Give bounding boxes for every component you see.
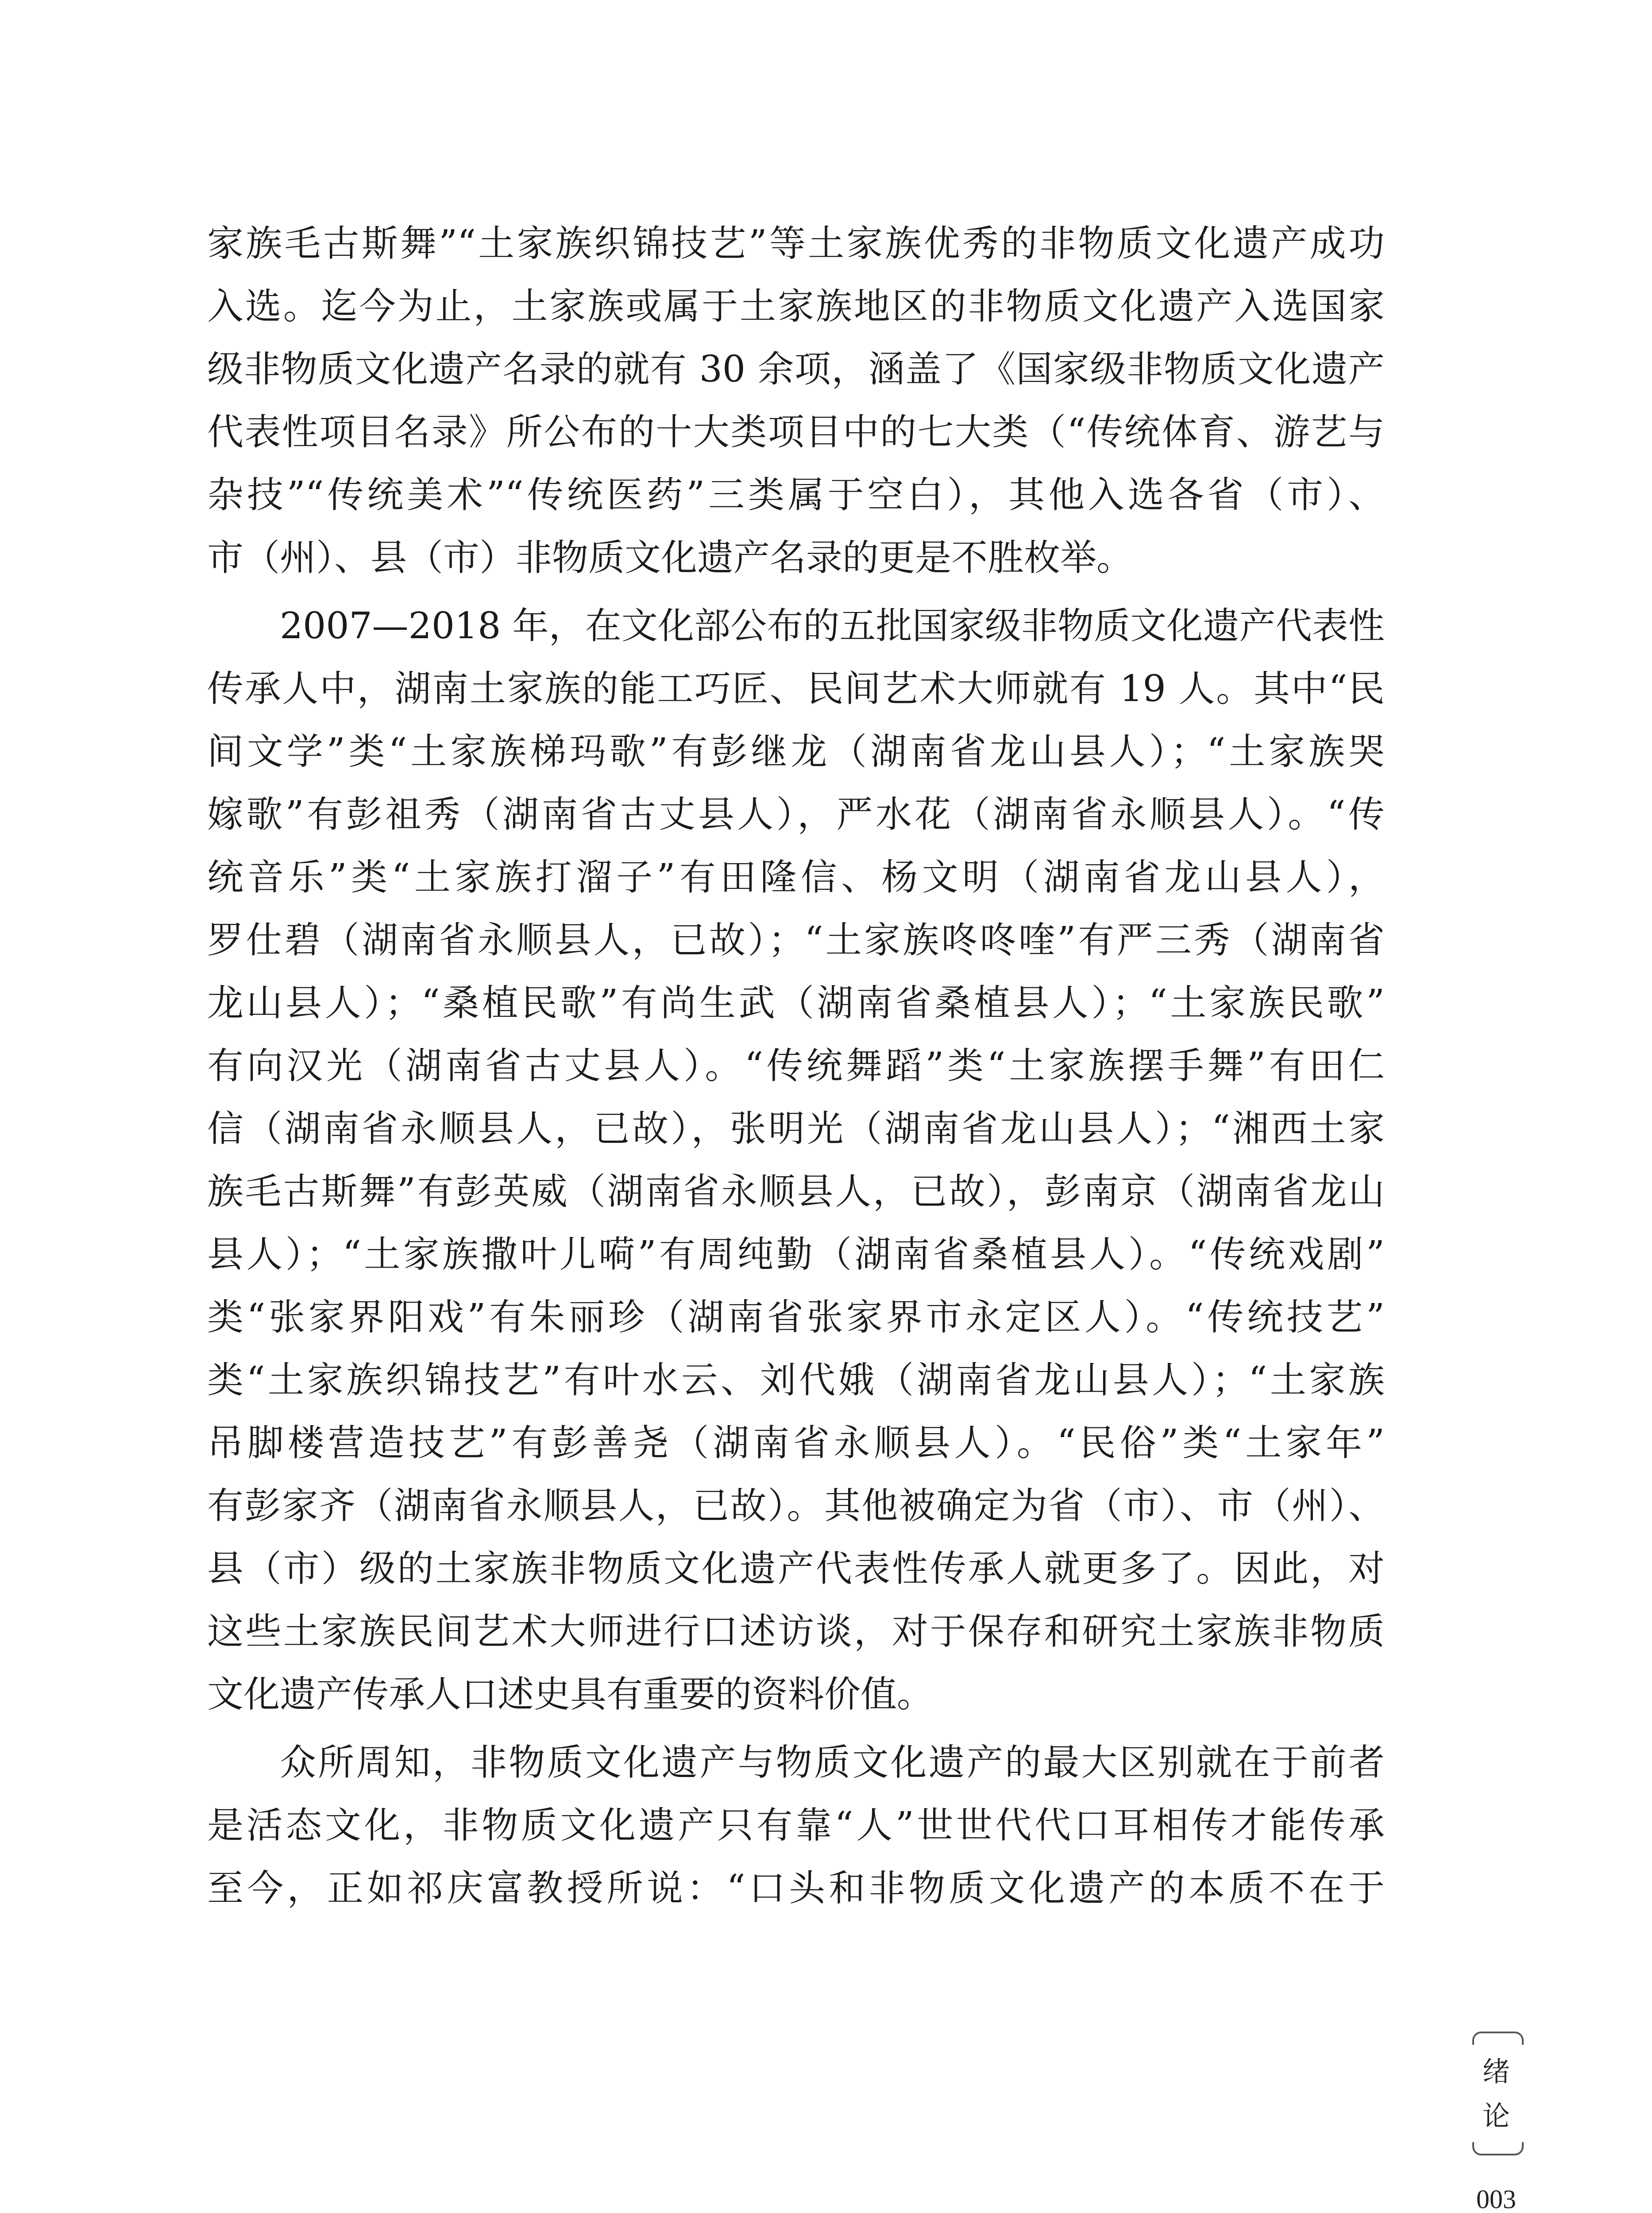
page-number: 003 bbox=[1476, 2185, 1516, 2213]
text-line: 市（州）、县（市）非物质文化遗产名录的更是不胜枚举。 bbox=[207, 537, 1133, 579]
text-line: 杂技”“传统美术”“传统医药”三类属于空白），其他入选各省（市）、 bbox=[207, 474, 1385, 516]
text-line: 文化遗产传承人口述史具有重要的资料价值。 bbox=[207, 1673, 934, 1716]
text-line: 吊脚楼营造技艺”有彭善尧（湖南省永顺县人）。“民俗”类“土家年” bbox=[207, 1422, 1385, 1464]
tab-bracket-top bbox=[1472, 2032, 1524, 2045]
text-line: 统音乐”类“土家族打溜子”有田隆信、杨文明（湖南省龙山县人）， bbox=[207, 856, 1385, 898]
paragraph bbox=[207, 595, 1385, 1726]
text-line: 嫁歌”有彭祖秀（湖南省古丈县人），严水花（湖南省永顺县人）。“传 bbox=[207, 794, 1385, 836]
tab-bracket-bottom bbox=[1472, 2142, 1524, 2155]
chapter-side-tab bbox=[1465, 2032, 1527, 2155]
text-line: 家族毛古斯舞”“土家族织锦技艺”等土家族优秀的非物质文化遗产成功 bbox=[207, 223, 1385, 265]
text-line: 信（湖南省永顺县人，已故），张明光（湖南省龙山县人）；“湘西土家 bbox=[207, 1108, 1385, 1150]
text-line: 级非物质文化遗产名录的就有 30 余项，涵盖了《国家级非物质文化遗产 bbox=[207, 348, 1385, 390]
page-body bbox=[207, 212, 1385, 1920]
text-line: 传承人中，湖南土家族的能工巧匠、民间艺术大师就有 19 人。其中“民 bbox=[207, 668, 1385, 710]
text-line: 这些土家族民间艺术大师进行口述访谈，对于保存和研究土家族非物质 bbox=[207, 1611, 1385, 1653]
text-line: 族毛古斯舞”有彭英威（湖南省永顺县人，已故），彭南京（湖南省龙山 bbox=[207, 1171, 1385, 1213]
text-line: 众所周知，非物质文化遗产与物质文化遗产的最大区别就在于前者 bbox=[280, 1742, 1385, 1784]
text-line: 罗仕碧（湖南省永顺县人，已故）；“土家族咚咚喹”有严三秀（湖南省 bbox=[207, 919, 1385, 961]
text-line: 是活态文化，非物质文化遗产只有靠“人”世世代代口耳相传才能传承 bbox=[207, 1804, 1385, 1847]
text-line: 有彭家齐（湖南省永顺县人，已故）。其他被确定为省（市）、市（州）、 bbox=[207, 1485, 1385, 1527]
text-line: 类“土家族织锦技艺”有叶水云、刘代娥（湖南省龙山县人）；“土家族 bbox=[207, 1359, 1385, 1401]
text-line: 县人）；“土家族撒叶儿嗬”有周纯勤（湖南省桑植县人）。“传统戏剧” bbox=[207, 1234, 1385, 1276]
text-line: 入选。迄今为止，土家族或属于土家族地区的非物质文化遗产入选国家 bbox=[207, 285, 1385, 328]
chapter-tab-char: 绪 bbox=[1482, 2055, 1510, 2088]
text-line: 代表性项目名录》所公布的十大类项目中的七大类（“传统体育、游艺与 bbox=[207, 411, 1385, 453]
text-line: 间文学”类“土家族梯玛歌”有彭继龙（湖南省龙山县人）；“土家族哭 bbox=[207, 731, 1385, 773]
text-line: 类“张家界阳戏”有朱丽珍（湖南省张家界市永定区人）。“传统技艺” bbox=[207, 1296, 1385, 1338]
text-line: 有向汉光（湖南省古丈县人）。“传统舞蹈”类“土家族摆手舞”有田仁 bbox=[207, 1045, 1385, 1087]
text-line: 至今，正如祁庆富教授所说：“口头和非物质文化遗产的本质不在于 bbox=[207, 1867, 1385, 1909]
chapter-tab-char: 论 bbox=[1482, 2100, 1510, 2132]
text-line: 2007—2018 年，在文化部公布的五批国家级非物质文化遗产代表性 bbox=[280, 605, 1385, 647]
text-line: 县（市）级的土家族非物质文化遗产代表性传承人就更多了。因此，对 bbox=[207, 1548, 1385, 1590]
paragraph bbox=[207, 212, 1385, 590]
text-line: 龙山县人）；“桑植民歌”有尚生武（湖南省桑植县人）；“土家族民歌” bbox=[207, 982, 1385, 1024]
paragraph bbox=[207, 1731, 1385, 1920]
